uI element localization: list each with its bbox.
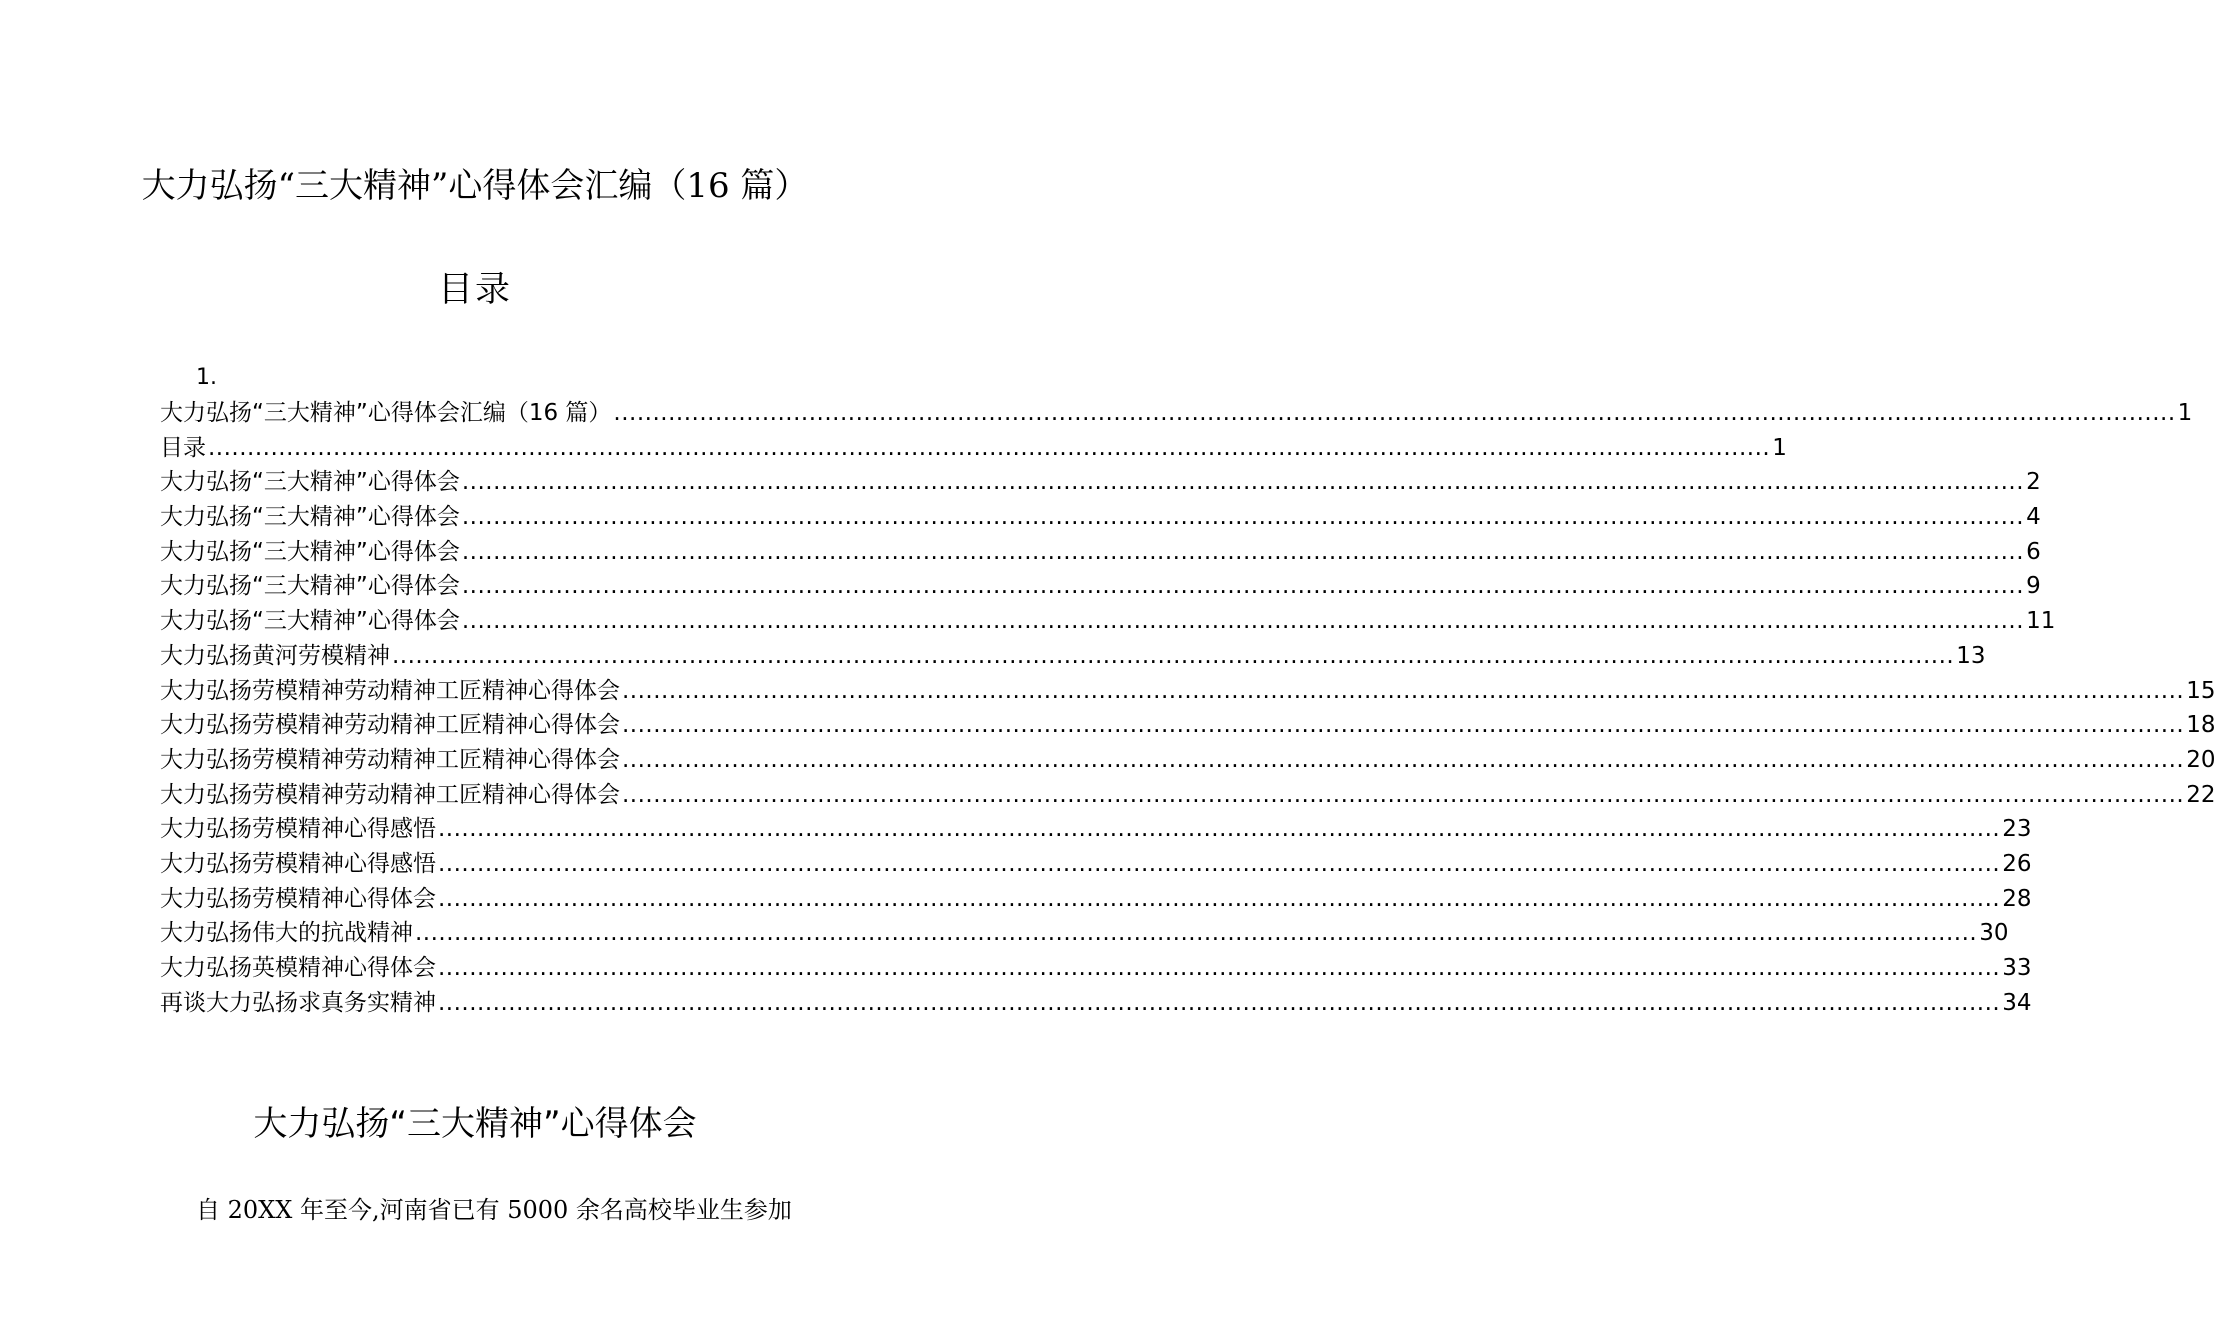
toc-dot-leader: ........................................................................................................................................................................................................	[438, 850, 2001, 877]
toc-entry-label: 大力弘扬伟大的抗战精神	[160, 920, 413, 947]
toc-entry-label: 大力弘扬“三大精神”心得体会汇编（16 篇）	[160, 400, 612, 426]
body-paragraph: 自 20XX 年至今,河南省已有 5000 余名高校毕业生参加	[196, 1196, 792, 1224]
toc-entry-label: 大力弘扬劳模精神劳动精神工匠精神心得体会	[160, 712, 620, 739]
toc-dot-leader: ........................................................................................................................................................................................................	[622, 781, 2185, 808]
toc-entry[interactable]	[160, 951, 2032, 986]
toc-entry[interactable]	[160, 674, 2216, 709]
toc-entry[interactable]	[160, 535, 2041, 570]
toc-dot-leader: ........................................................................................................................................................................................................	[438, 955, 2001, 981]
toc-entry[interactable]	[160, 396, 2193, 431]
toc-entry[interactable]	[160, 500, 2041, 535]
toc-entry[interactable]	[160, 916, 2009, 951]
toc-entry-page: 11	[2026, 608, 2056, 635]
toc-entry-label: 大力弘扬劳模精神劳动精神工匠精神心得体会	[160, 677, 620, 704]
toc-dot-leader: ........................................................................................................................................................................................................	[438, 989, 2001, 1016]
toc-entry[interactable]	[160, 986, 2032, 1021]
toc-entry[interactable]	[160, 465, 2041, 500]
toc-dot-leader: ........................................................................................................................................................................................................	[392, 642, 1955, 669]
toc-dot-leader: ........................................................................................................................................................................................................	[415, 920, 1978, 947]
toc-entry[interactable]	[160, 431, 1787, 466]
toc-entry-label: 大力弘扬“三大精神”心得体会	[160, 504, 460, 531]
toc-entry[interactable]	[160, 882, 2032, 917]
toc-entry-page: 1	[2177, 400, 2193, 426]
toc-list-number: 1.	[196, 365, 217, 390]
toc-entry-page: 2	[2026, 469, 2041, 496]
toc-entry-page: 9	[2026, 573, 2041, 600]
toc-entry-label: 再谈大力弘扬求真务实精神	[160, 989, 436, 1016]
toc-entry-label: 大力弘扬英模精神心得体会	[160, 955, 436, 981]
toc-entry-label: 大力弘扬黄河劳模精神	[160, 642, 390, 669]
toc-entry-page: 23	[2002, 816, 2032, 843]
toc-entry-label: 大力弘扬劳模精神心得体会	[160, 885, 436, 912]
toc-entry-label: 大力弘扬劳模精神劳动精神工匠精神心得体会	[160, 746, 620, 773]
toc-entry-label: 大力弘扬“三大精神”心得体会	[160, 608, 460, 635]
toc-entry-page: 28	[2002, 885, 2032, 912]
toc-entry-page: 30	[1979, 920, 2009, 947]
toc-heading: 目录	[437, 270, 512, 310]
toc-entry-page: 15	[2186, 677, 2216, 704]
toc-entry-page: 22	[2186, 781, 2216, 808]
toc-dot-leader: ........................................................................................................................................................................................................	[622, 677, 2185, 704]
toc-entry-page: 1	[1772, 434, 1787, 461]
toc-entry-label: 大力弘扬劳模精神劳动精神工匠精神心得体会	[160, 781, 620, 808]
document-title: 大力弘扬“三大精神”心得体会汇编（16 篇）	[141, 166, 809, 206]
toc-dot-leader: ........................................................................................................................................................................................................	[208, 434, 1771, 461]
toc-entry[interactable]	[160, 639, 1986, 674]
toc-dot-leader: ........................................................................................................................................................................................................	[622, 746, 2185, 773]
toc-entry-label: 目录	[160, 434, 206, 461]
toc-entry-label: 大力弘扬“三大精神”心得体会	[160, 469, 460, 496]
toc-entry[interactable]	[160, 812, 2032, 847]
toc-entry-label: 大力弘扬劳模精神心得感悟	[160, 816, 436, 843]
toc-entry-page: 20	[2186, 746, 2216, 773]
toc-dot-leader: ........................................................................................................................................................................................................	[461, 608, 2025, 635]
toc-entry[interactable]	[160, 847, 2032, 882]
toc-entry-label: 大力弘扬“三大精神”心得体会	[160, 573, 460, 600]
section-title: 大力弘扬“三大精神”心得体会	[253, 1104, 697, 1144]
toc-entry[interactable]	[160, 604, 2056, 639]
toc-entry[interactable]	[160, 708, 2216, 743]
toc-dot-leader: ........................................................................................................................................................................................................	[461, 504, 2025, 531]
table-of-contents	[160, 396, 2216, 1020]
toc-entry[interactable]	[160, 743, 2216, 778]
toc-entry-page: 33	[2002, 955, 2032, 981]
toc-entry-label: 大力弘扬劳模精神心得感悟	[160, 850, 436, 877]
toc-entry[interactable]	[160, 778, 2216, 813]
toc-dot-leader: ........................................................................................................................................................................................................	[461, 538, 2025, 565]
toc-entry-page: 13	[1956, 642, 1986, 669]
toc-entry-page: 18	[2186, 712, 2216, 739]
toc-entry-page: 34	[2002, 989, 2032, 1016]
toc-dot-leader: ........................................................................................................................................................................................................	[461, 469, 2025, 496]
toc-entry-page: 6	[2026, 538, 2041, 565]
toc-dot-leader: ........................................................................................................................................................................................................	[438, 816, 2001, 843]
toc-dot-leader: ........................................................................................................................................................................................................	[461, 573, 2025, 600]
toc-dot-leader: ........................................................................................................................................................................................................	[622, 712, 2185, 739]
toc-dot-leader: ........................................................................................................................................................................................................	[613, 400, 2176, 426]
toc-dot-leader: ........................................................................................................................................................................................................	[438, 885, 2001, 912]
toc-entry-label: 大力弘扬“三大精神”心得体会	[160, 538, 460, 565]
toc-entry-page: 26	[2002, 850, 2032, 877]
toc-entry[interactable]	[160, 569, 2041, 604]
toc-entry-page: 4	[2026, 504, 2041, 531]
